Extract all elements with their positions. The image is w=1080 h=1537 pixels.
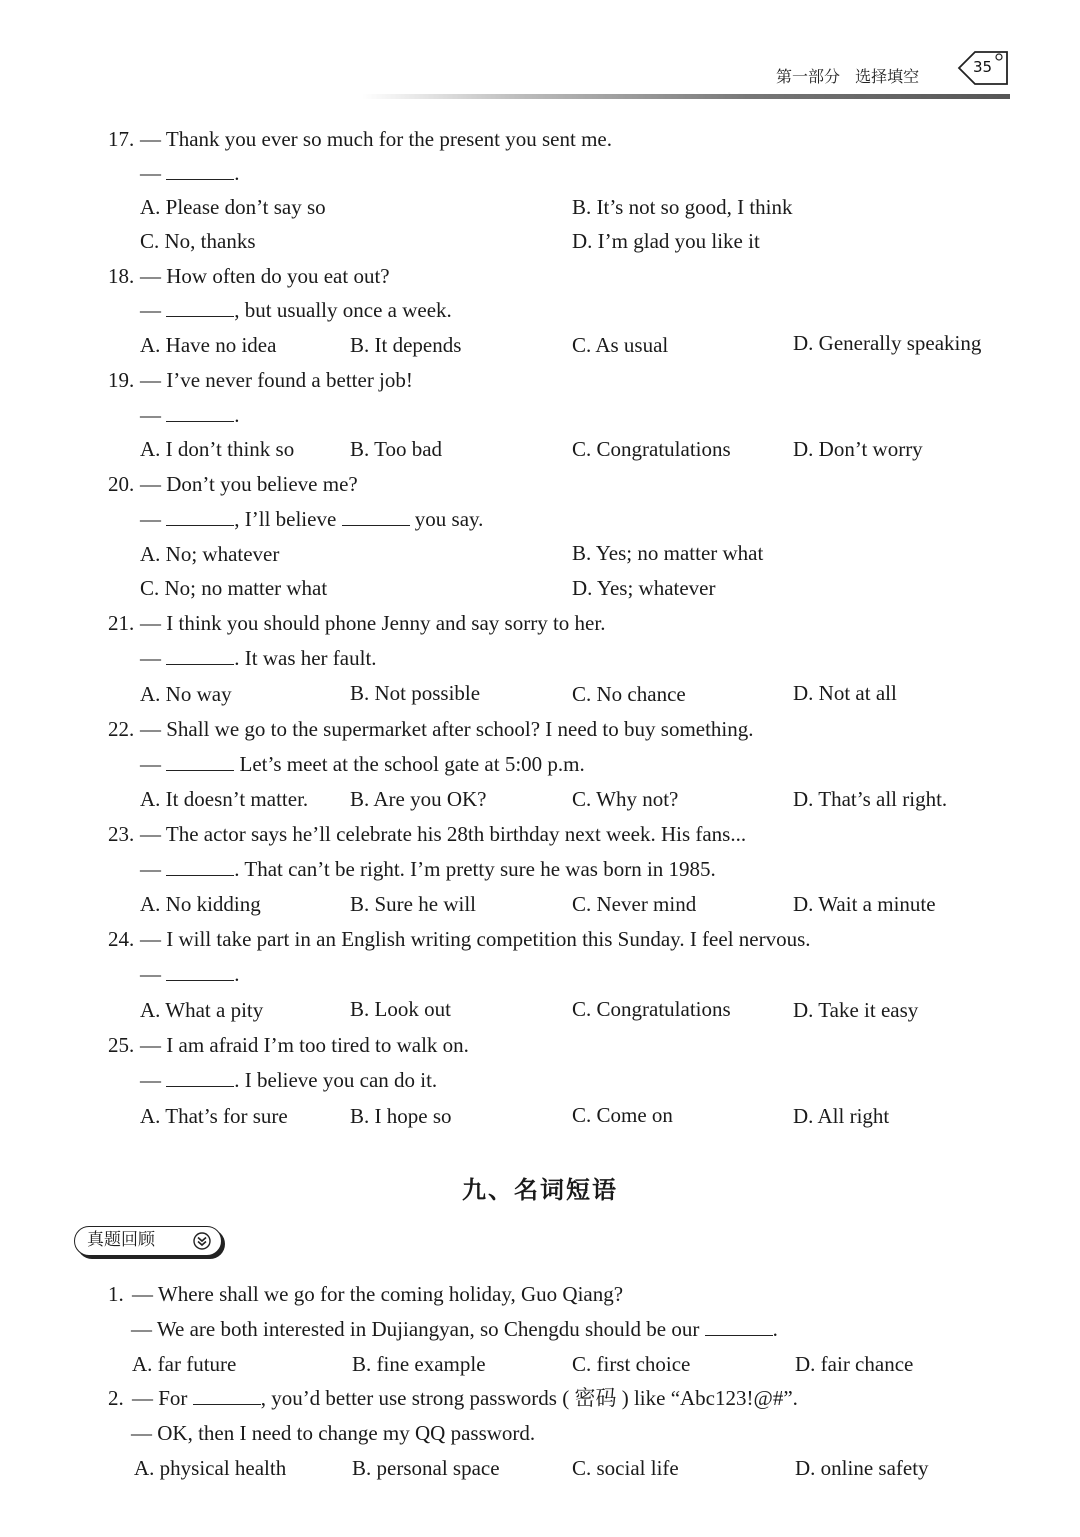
answer-blank [166,403,234,422]
answer-blank [166,752,234,771]
question-23-option-b: B. Sure he will [350,892,476,916]
question-21-stem: 21. — I think you should phone Jenny and say sorry to her. [108,611,606,635]
question-17-stem: 17. — Thank you ever so much for the present you sent me. [108,127,612,151]
answer-blank [166,161,234,180]
question-22-option-d: D. That’s all right. [793,787,948,811]
answer-blank [705,1317,773,1336]
question-2-option-c: C. social life [572,1456,679,1480]
answer-blank [166,962,234,981]
question-25-option-b: B. I hope so [350,1104,452,1128]
question-24-stem: 24. — I will take part in an English writing competition this Sunday. I feel nervous. [108,927,811,951]
question-24-option-a: A. What a pity [140,998,264,1022]
question-23-option-c: C. Never mind [572,892,697,916]
question-1-option-a: A. far future [132,1352,237,1376]
question-2-stem: 2. — For , you’d better use strong passwords ( 密码 ) like “Abc123!@#”. [108,1386,798,1410]
question-24-option-d: D. Take it easy [793,998,919,1022]
page-number: 35 [973,58,993,76]
answer-blank [166,857,234,876]
question-23-option-d: D. Wait a minute [793,892,936,916]
question-25-stem: 25. — I am afraid I’m too tired to walk on. [108,1033,469,1057]
question-23-option-a: A. No kidding [140,892,261,916]
question-25-option-a: A. That’s for sure [140,1104,288,1128]
question-19-option-b: B. Too bad [350,437,443,461]
past-exam-review-badge [74,1226,222,1256]
question-19-option-c: C. Congratulations [572,437,731,461]
double-chevron-down-icon [193,1232,211,1250]
question-22-stem: 22. — Shall we go to the supermarket after school? I need to buy something. [108,717,754,741]
question-1-response: — We are both interested in Dujiangyan, so Chengdu should be our . [131,1317,778,1341]
question-1-option-d: D. fair chance [795,1352,914,1376]
question-21-option-a: A. No way [140,682,232,706]
question-18-option-d: D. Generally speaking [793,331,982,355]
question-19-option-d: D. Don’t worry [793,437,923,461]
question-18-option-c: C. As usual [572,333,669,357]
question-17-option-b: B. It’s not so good, I think [572,195,793,219]
question-21-option-d: D. Not at all [793,681,897,705]
answer-blank [166,507,234,526]
question-24-option-c: C. Congratulations [572,997,731,1021]
question-21-option-c: C. No chance [572,682,686,706]
question-25-option-c: C. Come on [572,1103,673,1127]
answer-blank [166,646,234,665]
page-number-badge [955,48,1013,88]
question-18-option-b: B. It depends [350,333,462,357]
question-20-option-c: C. No; no matter what [140,576,328,600]
question-17-option-d: D. I’m glad you like it [572,229,760,253]
question-2-response: — OK, then I need to change my QQ password. [131,1421,536,1445]
question-21-option-b: B. Not possible [350,681,481,705]
question-23-stem: 23. — The actor says he’ll celebrate his 28th birthday next week. His fans... [108,822,747,846]
question-20-option-b: B. Yes; no matter what [572,541,764,565]
question-1-option-b: B. fine example [352,1352,486,1376]
question-1-option-c: C. first choice [572,1352,691,1376]
header-divider [362,94,1010,99]
question-22-option-b: B. Are you OK? [350,787,487,811]
question-17-option-a: A. Please don’t say so [140,195,326,219]
question-25-response: — . I believe you can do it. [140,1068,438,1092]
question-23-response: — . That can’t be right. I’m pretty sure he was born in 1985. [140,857,716,881]
question-18-response: — , but usually once a week. [140,298,452,322]
section-header-label: 第一部分 选择填空 [776,67,920,86]
question-20-option-d: D. Yes; whatever [572,576,716,600]
question-2-option-d: D. online safety [795,1456,929,1480]
answer-blank [342,507,410,526]
question-21-response: — . It was her fault. [140,646,377,670]
question-17-option-c: C. No, thanks [140,229,256,253]
question-18-stem: 18. — How often do you eat out? [108,264,390,288]
question-19-option-a: A. I don’t think so [140,437,295,461]
question-2-option-a: A. physical health [134,1456,287,1480]
question-20-response: — , I’ll believe you say. [140,507,484,531]
answer-blank [193,1386,261,1405]
question-17-response: — . [140,161,240,185]
question-18-option-a: A. Have no idea [140,333,277,357]
question-20-stem: 20. — Don’t you believe me? [108,472,358,496]
question-1-stem: 1. — Where shall we go for the coming holiday, Guo Qiang? [108,1282,624,1306]
question-22-option-c: C. Why not? [572,787,679,811]
question-24-option-b: B. Look out [350,997,451,1021]
answer-blank [166,298,234,317]
question-19-response: — . [140,403,240,427]
question-2-option-b: B. personal space [352,1456,500,1480]
review-badge-label: 真题回顾 [87,1230,155,1250]
answer-blank [166,1068,234,1087]
question-24-response: — . [140,962,240,986]
question-22-option-a: A. It doesn’t matter. [140,787,309,811]
question-22-response: — Let’s meet at the school gate at 5:00 p.m. [140,752,585,776]
section-title: 九、名词短语 [462,1176,618,1204]
question-20-option-a: A. No; whatever [140,542,280,566]
question-25-option-d: D. All right [793,1104,890,1128]
question-19-stem: 19. — I’ve never found a better job! [108,368,413,392]
